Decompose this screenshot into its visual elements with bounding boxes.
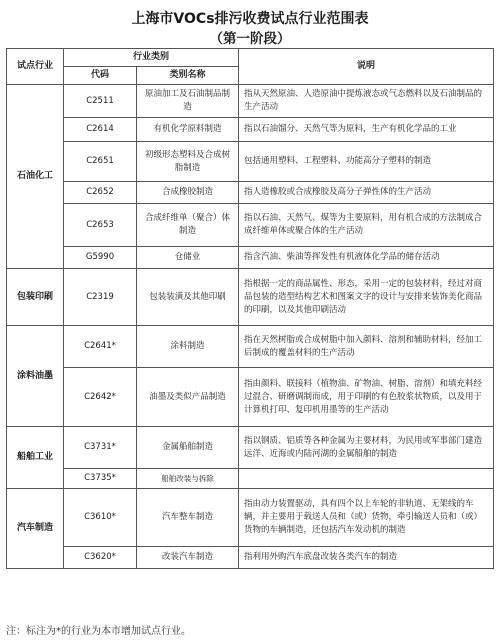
row-desc: 指从天然原油、人造原油中提炼液态或气态燃料以及石油制品的生产活动 — [239, 85, 494, 118]
row-name: 涂料制造 — [137, 326, 239, 368]
document-title: 上海市VOCs排污收费试点行业范围表 — [131, 11, 369, 27]
table-row — [7, 118, 494, 142]
row-code: C2511 — [64, 85, 137, 118]
category-printing: 包装印刷 — [7, 269, 64, 326]
header-category: 试点行业 — [7, 49, 64, 85]
row-code: C3731* — [64, 427, 137, 469]
row-code: C3610* — [64, 489, 137, 547]
row-code: C3620* — [64, 547, 137, 569]
table-row — [7, 547, 494, 569]
header-group: 行业类别 — [64, 49, 239, 67]
row-desc: 指由动力装置驱动，具有四个以上车轮的非轨道、无架线的车辆，并主要用于载送人员和（或）货物，牵引输送人员和（或）货物的车辆制造，还包括汽车发动机的制造 — [239, 489, 494, 547]
row-desc: 指由颜料、联接料（植物油、矿物油、树脂、溶剂）和填充料经过混合、研磨调制而成，用于印刷的有色胶浆状物质，以及用于计算机打印、复印机用墨等的生产活动 — [239, 368, 494, 427]
category-auto: 汽车制造 — [7, 489, 64, 569]
row-desc: 指以钢质、铝质等各种金属为主要材料，为民用或军事部门建造远洋、近海或内陆河湖的金属船舶的制造 — [239, 427, 494, 469]
row-name: 合成橡胶制造 — [137, 182, 239, 204]
header-name: 类别名称 — [137, 67, 239, 85]
row-name: 包装装潢及其他印刷 — [137, 269, 239, 326]
row-code: C3735* — [64, 469, 137, 489]
footnote: 注：标注为*的行业为本市增加试点行业。 — [6, 626, 191, 637]
row-desc: 指利用外购汽车底盘改装各类汽车的制造 — [239, 547, 494, 569]
row-desc — [239, 469, 494, 489]
row-code: C2319 — [64, 269, 137, 326]
row-code: C2651 — [64, 142, 137, 182]
row-name: 汽车整车制造 — [137, 489, 239, 547]
category-coating: 涂料油墨 — [7, 326, 64, 427]
table-row — [7, 269, 494, 326]
row-name: 仓储业 — [137, 247, 239, 269]
table-row — [7, 247, 494, 269]
table-row — [7, 489, 494, 547]
row-desc: 指根据一定的商品属性、形态，采用一定的包装材料，经过对商品包装的造型结构艺术和图案文字的设计与安排来装饰美化商品的印刷，以及其他印刷活动 — [239, 269, 494, 326]
row-desc: 包括通用塑料、工程塑料、功能高分子塑料的制造 — [239, 142, 494, 182]
row-code: C2652 — [64, 182, 137, 204]
table-row — [7, 204, 494, 247]
row-code: C2653 — [64, 204, 137, 247]
category-ship: 船舶工业 — [7, 427, 64, 489]
row-desc: 指含汽油、柴油等挥发性有机液体化学品的储存活动 — [239, 247, 494, 269]
table-row — [7, 427, 494, 469]
row-code: C2614 — [64, 118, 137, 142]
row-name: 初级形态塑料及合成树脂制造 — [137, 142, 239, 182]
table-header-row — [7, 49, 494, 67]
row-code: G5990 — [64, 247, 137, 269]
row-name: 金属船舶制造 — [137, 427, 239, 469]
row-name: 合成纤维单（聚合）体制造 — [137, 204, 239, 247]
row-name: 油墨及类似产品制造 — [137, 368, 239, 427]
table-row — [7, 469, 494, 489]
industry-table — [6, 48, 494, 569]
table-row — [7, 142, 494, 182]
row-desc: 指以石油、天然气、煤等为主要原料，用有机合成的方法制成合成纤维单体或聚合体的生产活动 — [239, 204, 494, 247]
row-name: 改装汽车制造 — [137, 547, 239, 569]
row-code: C2642* — [64, 368, 137, 427]
row-desc: 指人造橡胶或合成橡胶及高分子弹性体的生产活动 — [239, 182, 494, 204]
row-desc: 指以石油馏分、天然气等为原料，生产有机化学品的工业 — [239, 118, 494, 142]
table-row — [7, 85, 494, 118]
row-name: 有机化学原料制造 — [137, 118, 239, 142]
header-desc: 说明 — [239, 49, 494, 85]
document-subtitle: （第一阶段） — [209, 31, 291, 47]
row-code: C2641* — [64, 326, 137, 368]
row-desc: 指在天然树脂或合成树脂中加入颜料、溶剂和辅助材料，经加工后制成的覆盖材料的生产活动 — [239, 326, 494, 368]
row-name: 原油加工及石油制品制造 — [137, 85, 239, 118]
header-code: 代码 — [64, 67, 137, 85]
category-petrochem: 石油化工 — [7, 85, 64, 269]
row-name: 船舶改装与拆除 — [137, 469, 239, 489]
table-row — [7, 326, 494, 368]
table-row — [7, 182, 494, 204]
table-row — [7, 368, 494, 427]
